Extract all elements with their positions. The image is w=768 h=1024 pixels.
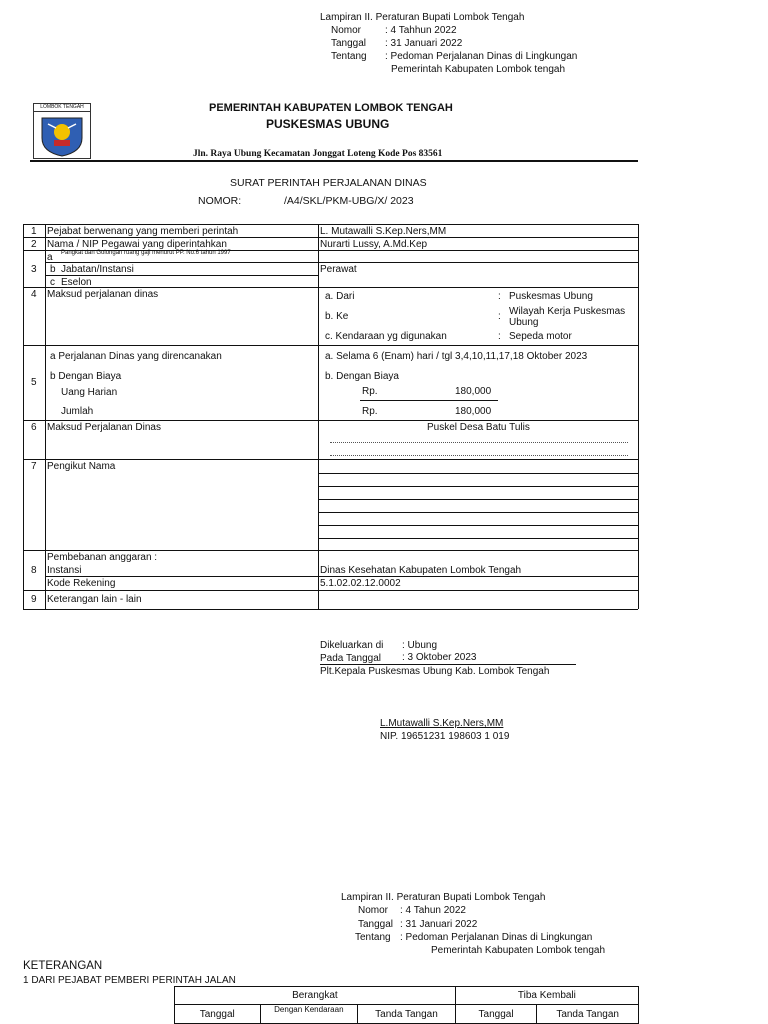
lampiran-title: Lampiran II. Peraturan Bupati Lombok Tengah bbox=[320, 12, 525, 23]
blank-cell bbox=[22, 987, 174, 1005]
row6-label: Maksud Perjalanan Dinas bbox=[47, 422, 161, 433]
row1-label: Pejabat berwenang yang memberi perintah bbox=[47, 226, 239, 237]
lampiran-nomor-label: Nomor bbox=[331, 25, 362, 36]
row1-value: L. Mutawalli S.Kep.Ners,MM bbox=[320, 226, 447, 237]
row5b-right: b. Dengan Biaya bbox=[325, 371, 399, 382]
row4a-value: Puskesmas Ubung bbox=[509, 291, 593, 302]
row4c-value: Sepeda motor bbox=[509, 331, 572, 342]
row3a-text: Pangkat dan Golongan ruang gaji menurut PP. No.6 tahun 1997 bbox=[61, 250, 231, 256]
row5-rp2-label: Rp. bbox=[362, 406, 378, 417]
doc-title: SURAT PERINTAH PERJALANAN DINAS bbox=[230, 177, 427, 189]
row1-number: 1 bbox=[31, 226, 37, 237]
keterangan-title: KETERANGAN bbox=[23, 960, 103, 972]
row4-number: 4 bbox=[31, 289, 37, 300]
row5-number: 5 bbox=[31, 377, 37, 388]
row5-uang-harian: Uang Harian bbox=[61, 387, 118, 398]
row9-label: Keterangan lain - lain bbox=[47, 594, 142, 605]
lampiran-tentang-label: Tentang bbox=[331, 51, 367, 62]
row6-number: 6 bbox=[31, 422, 37, 433]
row3-number: 3 bbox=[31, 264, 37, 275]
doc-nomor-label: NOMOR: bbox=[198, 195, 242, 207]
signer-name: L.Mutawalli S.Kep.Ners,MM bbox=[380, 718, 504, 729]
row4-label: Maksud perjalanan dinas bbox=[47, 289, 159, 300]
pada-tanggal-label: Pada Tanggal bbox=[320, 653, 381, 664]
row7-number: 7 bbox=[31, 461, 37, 472]
kop-divider bbox=[30, 160, 638, 162]
row2-value: Nurarti Lussy, A.Md.Kep bbox=[320, 239, 428, 250]
row3b-text: Jabatan/Instansi bbox=[61, 264, 134, 275]
row3b-value: Perawat bbox=[320, 264, 357, 275]
signer-nip: NIP. 19651231 198603 1 019 bbox=[380, 731, 510, 742]
row3c-text: Eselon bbox=[61, 277, 92, 288]
emblem-icon bbox=[34, 112, 90, 158]
col-tanda-tangan: Tanda Tangan bbox=[358, 1005, 456, 1024]
lampiran2-title: Lampiran II. Peraturan Bupati Lombok Tengah bbox=[341, 892, 546, 903]
dikeluarkan-label: Dikeluarkan di bbox=[320, 640, 384, 651]
row4c-label: c. Kendaraan yg digunakan bbox=[325, 331, 447, 342]
row5-jumlah: Jumlah bbox=[61, 406, 94, 417]
keterangan-table bbox=[22, 986, 639, 1024]
col-tanda-tangan-kembali: Tanda Tangan bbox=[537, 1005, 639, 1024]
lampiran2-nomor-value: : 4 Tahun 2022 bbox=[400, 905, 466, 916]
row4a-label: a. Dari bbox=[325, 291, 355, 302]
row2-number: 2 bbox=[31, 239, 37, 250]
regency-logo bbox=[33, 103, 91, 159]
row4c-colon: : bbox=[498, 331, 501, 342]
lampiran-tanggal-value: : 31 Januari 2022 bbox=[385, 38, 463, 49]
row8-instansi: Dinas Kesehatan Kabupaten Lombok Tengah bbox=[320, 565, 522, 576]
kop-address: Jln. Raya Ubung Kecamatan Jonggat Loteng Kode Pos 83561 bbox=[193, 149, 443, 159]
berangkat-header: Berangkat bbox=[174, 987, 455, 1005]
signer-position: Plt.Kepala Puskesmas Ubung Kab. Lombok Tengah bbox=[320, 666, 550, 677]
row3a-letter: a bbox=[47, 252, 53, 263]
row4b-value2: Ubung bbox=[509, 317, 539, 328]
col-dengan-kendaraan: Dengan Kendaraan bbox=[260, 1005, 358, 1024]
lampiran2-tentang-value: : Pedoman Perjalanan Dinas di Lingkungan bbox=[400, 932, 593, 943]
row7-label: Pengikut Nama bbox=[47, 461, 116, 472]
kop-line1: PEMERINTAH KABUPATEN LOMBOK TENGAH bbox=[209, 102, 453, 114]
pada-tanggal-value: : 3 Oktober 2023 bbox=[402, 652, 477, 663]
row8-kode: 5.1.02.02.12.0002 bbox=[320, 578, 401, 589]
row5a-left: a Perjalanan Dinas yang direncanakan bbox=[50, 351, 222, 362]
row8-number: 8 bbox=[31, 565, 37, 576]
col-tanggal: Tanggal bbox=[174, 1005, 260, 1024]
lampiran-nomor-value: : 4 Tahhun 2022 bbox=[385, 25, 457, 36]
row9-number: 9 bbox=[31, 594, 37, 605]
lampiran2-tanggal-label: Tanggal bbox=[358, 919, 394, 930]
row4a-colon: : bbox=[498, 291, 501, 302]
row5b-left: b Dengan Biaya bbox=[50, 371, 122, 382]
row5-rp1-value: 180,000 bbox=[455, 386, 492, 397]
doc-nomor-value: /A4/SKL/PKM-UBG/X/ 2023 bbox=[284, 195, 414, 207]
row5a-right: a. Selama 6 (Enam) hari / tgl 3,4,10,11,17,18 Oktober 2023 bbox=[325, 351, 588, 362]
lampiran-tentang-value: : Pedoman Perjalanan Dinas di Lingkungan bbox=[385, 51, 578, 62]
keterangan-item1: 1 DARI PEJABAT PEMBERI PERINTAH JALAN bbox=[23, 975, 236, 986]
row4b-value: Wilayah Kerja Puskesmas bbox=[509, 306, 626, 317]
row8-label2: Instansi bbox=[47, 565, 82, 576]
kop-line2: PUSKESMAS UBUNG bbox=[266, 117, 390, 131]
row5-rp2-value: 180,000 bbox=[455, 406, 492, 417]
col-tanggal-kembali: Tanggal bbox=[455, 1005, 537, 1024]
row8-label1: Pembebanan anggaran : bbox=[47, 552, 158, 563]
row2-label: Nama / NIP Pegawai yang diperintahkan bbox=[47, 239, 227, 250]
row5-rp1-label: Rp. bbox=[362, 386, 378, 397]
row6-value: Puskel Desa Batu Tulis bbox=[427, 422, 530, 433]
row4b-colon: : bbox=[498, 311, 501, 322]
lampiran-tanggal-label: Tanggal bbox=[331, 38, 367, 49]
dikeluarkan-value: : Ubung bbox=[402, 640, 438, 651]
lampiran2-nomor-label: Nomor bbox=[358, 905, 389, 916]
row8-label3: Kode Rekening bbox=[47, 578, 116, 589]
row3b-letter: b bbox=[50, 264, 56, 275]
lampiran2-tentang-label: Tentang bbox=[355, 932, 391, 943]
lampiran2-tanggal-value: : 31 Januari 2022 bbox=[400, 919, 478, 930]
lampiran2-tentang-value2: Pemerintah Kabupaten Lombok tengah bbox=[431, 945, 606, 956]
lampiran-tentang-value2: Pemerintah Kabupaten Lombok tengah bbox=[391, 64, 566, 75]
row4b-label: b. Ke bbox=[325, 311, 349, 322]
row3c-letter: c bbox=[50, 277, 55, 288]
logo-caption: LOMBOK TENGAH bbox=[34, 104, 90, 112]
tiba-kembali-header: Tiba Kembali bbox=[455, 987, 638, 1005]
